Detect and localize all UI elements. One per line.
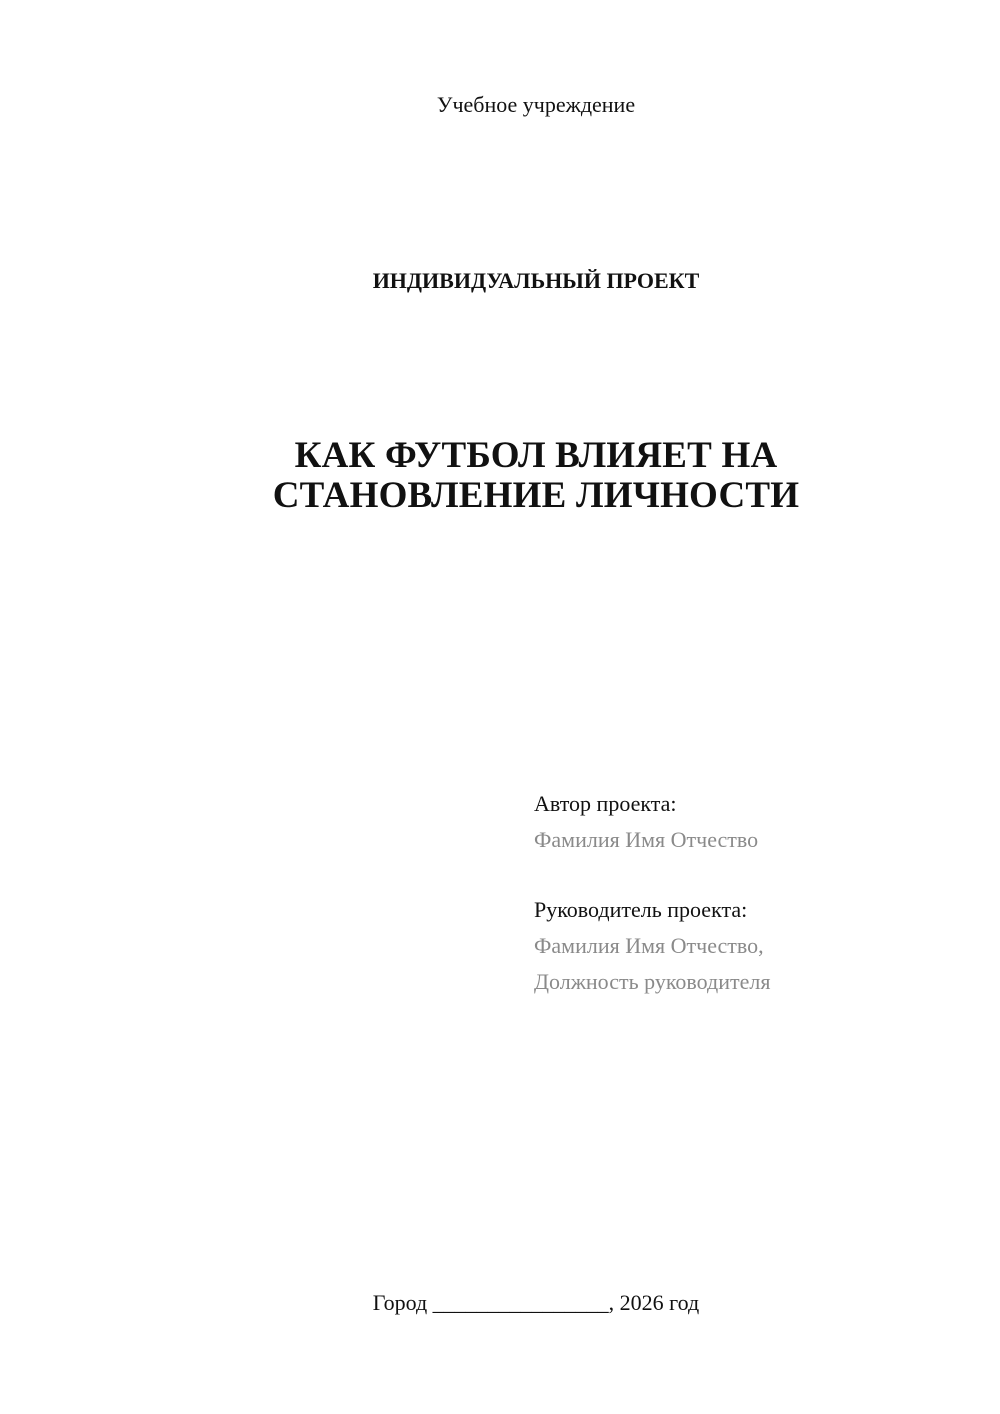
author-label: Автор проекта: — [534, 791, 677, 816]
institution-name: Учебное учреждение — [436, 92, 636, 117]
city-blank: ________________ — [432, 1290, 609, 1315]
project-type-heading: ИНДИВИДУАЛЬНЫЙ ПРОЕКТ — [372, 268, 700, 293]
city-label: Город — [372, 1290, 428, 1315]
city-year-line — [0, 1288, 1000, 1318]
project-title-line-2: СТАНОВЛЕНИЕ ЛИЧНОСТИ — [272, 475, 800, 516]
author-name: Фамилия Имя Отчество — [534, 827, 759, 852]
supervisor-label: Руководитель проекта: — [534, 897, 748, 922]
project-info-block — [534, 786, 974, 1000]
year-text: , 2026 год — [608, 1290, 700, 1315]
supervisor-position: Должность руководителя — [534, 969, 771, 994]
project-title — [0, 436, 1000, 516]
project-title-line-1: КАК ФУТБОЛ ВЛИЯЕТ НА — [294, 435, 778, 476]
info-spacer — [534, 858, 974, 892]
supervisor-name: Фамилия Имя Отчество, — [534, 933, 764, 958]
